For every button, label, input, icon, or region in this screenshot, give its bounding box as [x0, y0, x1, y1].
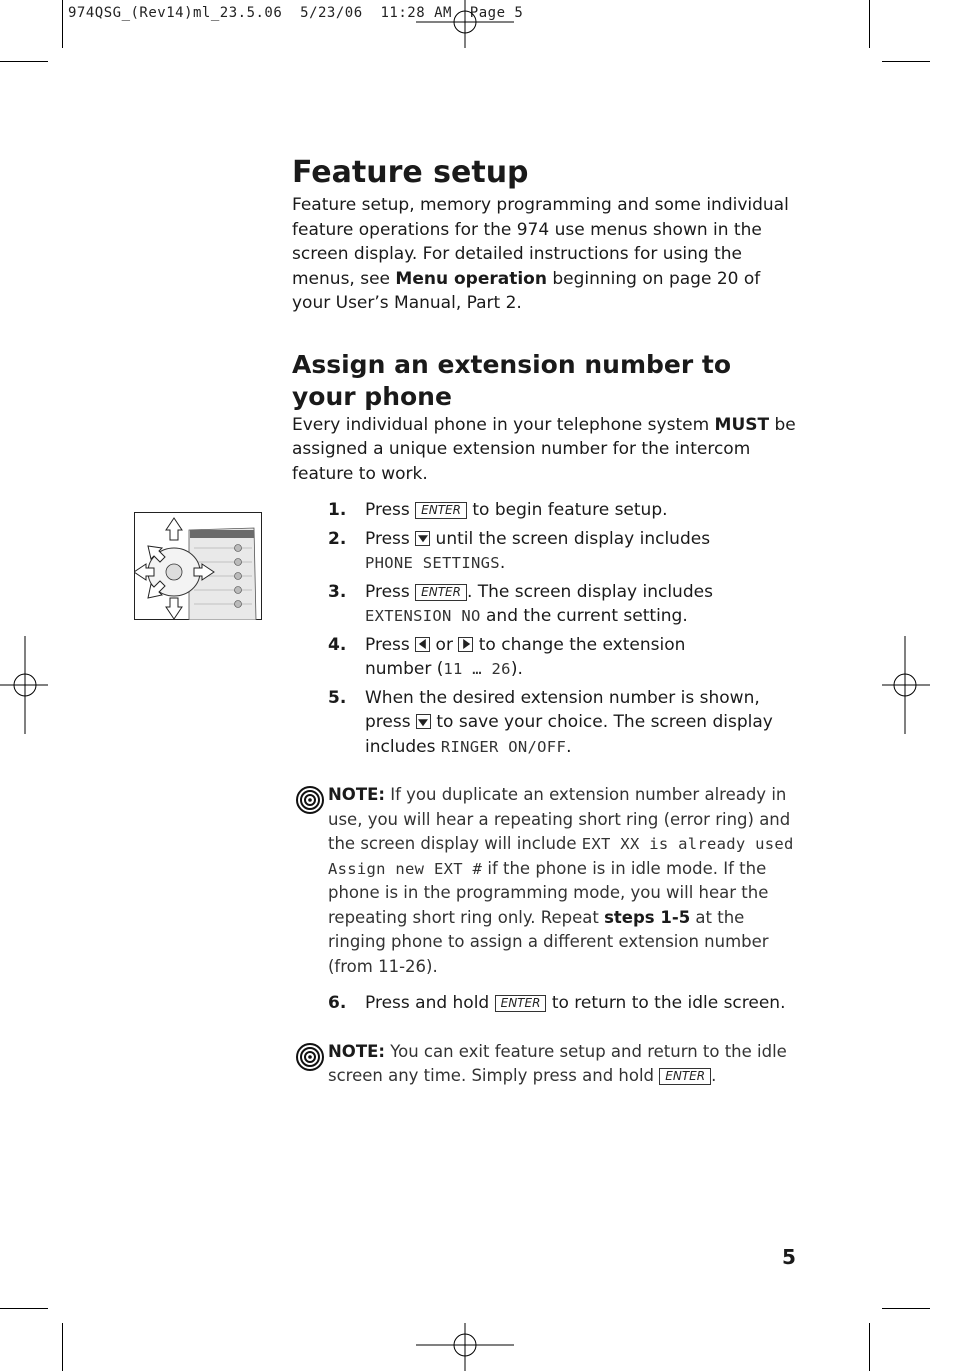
steps-list — [292, 498, 802, 759]
crop-mark — [62, 0, 63, 48]
enter-key-icon: ENTER — [495, 995, 547, 1012]
steps-list-continued — [292, 991, 802, 1016]
intro-paragraph: Feature setup, memory programming and some individual feature operations for the 974 use menus shown in the screen display. For detailed instructions for using the menus, see Menu operation beginning on page 20 of your User’s Manual, Part 2. — [292, 195, 789, 313]
section-heading: Assign an extension number to your phone — [292, 349, 732, 411]
print-slug: 974QSG_(Rev14)ml_23.5.06 5/23/06 11:28 AM Page 5 — [68, 5, 524, 21]
left-arrow-key-icon — [415, 637, 430, 652]
registration-mark-left — [0, 636, 48, 734]
enter-key-icon: ENTER — [415, 502, 467, 519]
step-item: 6. Press and hold ENTER to return to the idle screen. — [328, 993, 786, 1013]
section-paragraph: Every individual phone in your telephone system MUST be assigned a unique extension number for the intercom feature to work. — [292, 414, 796, 484]
crop-mark — [0, 61, 48, 62]
note-exit-setup: NOTE: You can exit feature setup and return to the idle screen any time. Simply press and hold ENTER . — [292, 1040, 802, 1089]
crop-mark — [0, 1308, 48, 1309]
enter-key-icon: ENTER — [659, 1068, 711, 1085]
step-item: 1. Press ENTER to begin feature setup. — [328, 500, 668, 520]
step-item: 3. Press ENTER . The screen display includes EXTENSION NO and the current setting. — [328, 581, 713, 626]
crop-mark — [869, 0, 870, 48]
crop-mark — [882, 61, 930, 62]
registration-mark-top — [416, 0, 514, 48]
note-target-icon — [296, 1043, 324, 1071]
crop-mark — [869, 1323, 870, 1371]
note-target-icon — [296, 786, 324, 814]
registration-mark-right — [882, 636, 930, 734]
crop-mark — [62, 1323, 63, 1371]
step-item: 5. When the desired extension number is shown, press to save your choice. The screen display includes RINGER ON/OFF. — [328, 687, 773, 757]
page-content — [292, 155, 802, 1089]
registration-mark-bottom — [416, 1323, 514, 1371]
crop-mark — [882, 1308, 930, 1309]
down-arrow-key-icon — [415, 531, 430, 546]
enter-key-icon: ENTER — [415, 584, 467, 601]
note-duplicate-extension: NOTE: If you duplicate an extension number already in use, you will hear a repeating short ring (error ring) and the screen display will include EXT XX is already used Assign new EXT # if the phone is in idle mode. If the phone is in the programming mode, you will hear the repeating short ring only. Repeat steps 1-5 at the ringing phone to assign a different extension number (from 11-26). — [292, 783, 802, 979]
page-number: 5 — [782, 1245, 796, 1269]
down-arrow-key-icon — [416, 714, 431, 729]
right-arrow-key-icon — [458, 637, 473, 652]
step-item: 2. Press until the screen display includes PHONE SETTINGS. — [328, 528, 711, 573]
phone-navigation-illustration — [134, 512, 262, 620]
page-title: Feature setup — [292, 155, 529, 190]
step-item: 4. Press or to change the extension number (11 … 26). — [328, 634, 686, 679]
